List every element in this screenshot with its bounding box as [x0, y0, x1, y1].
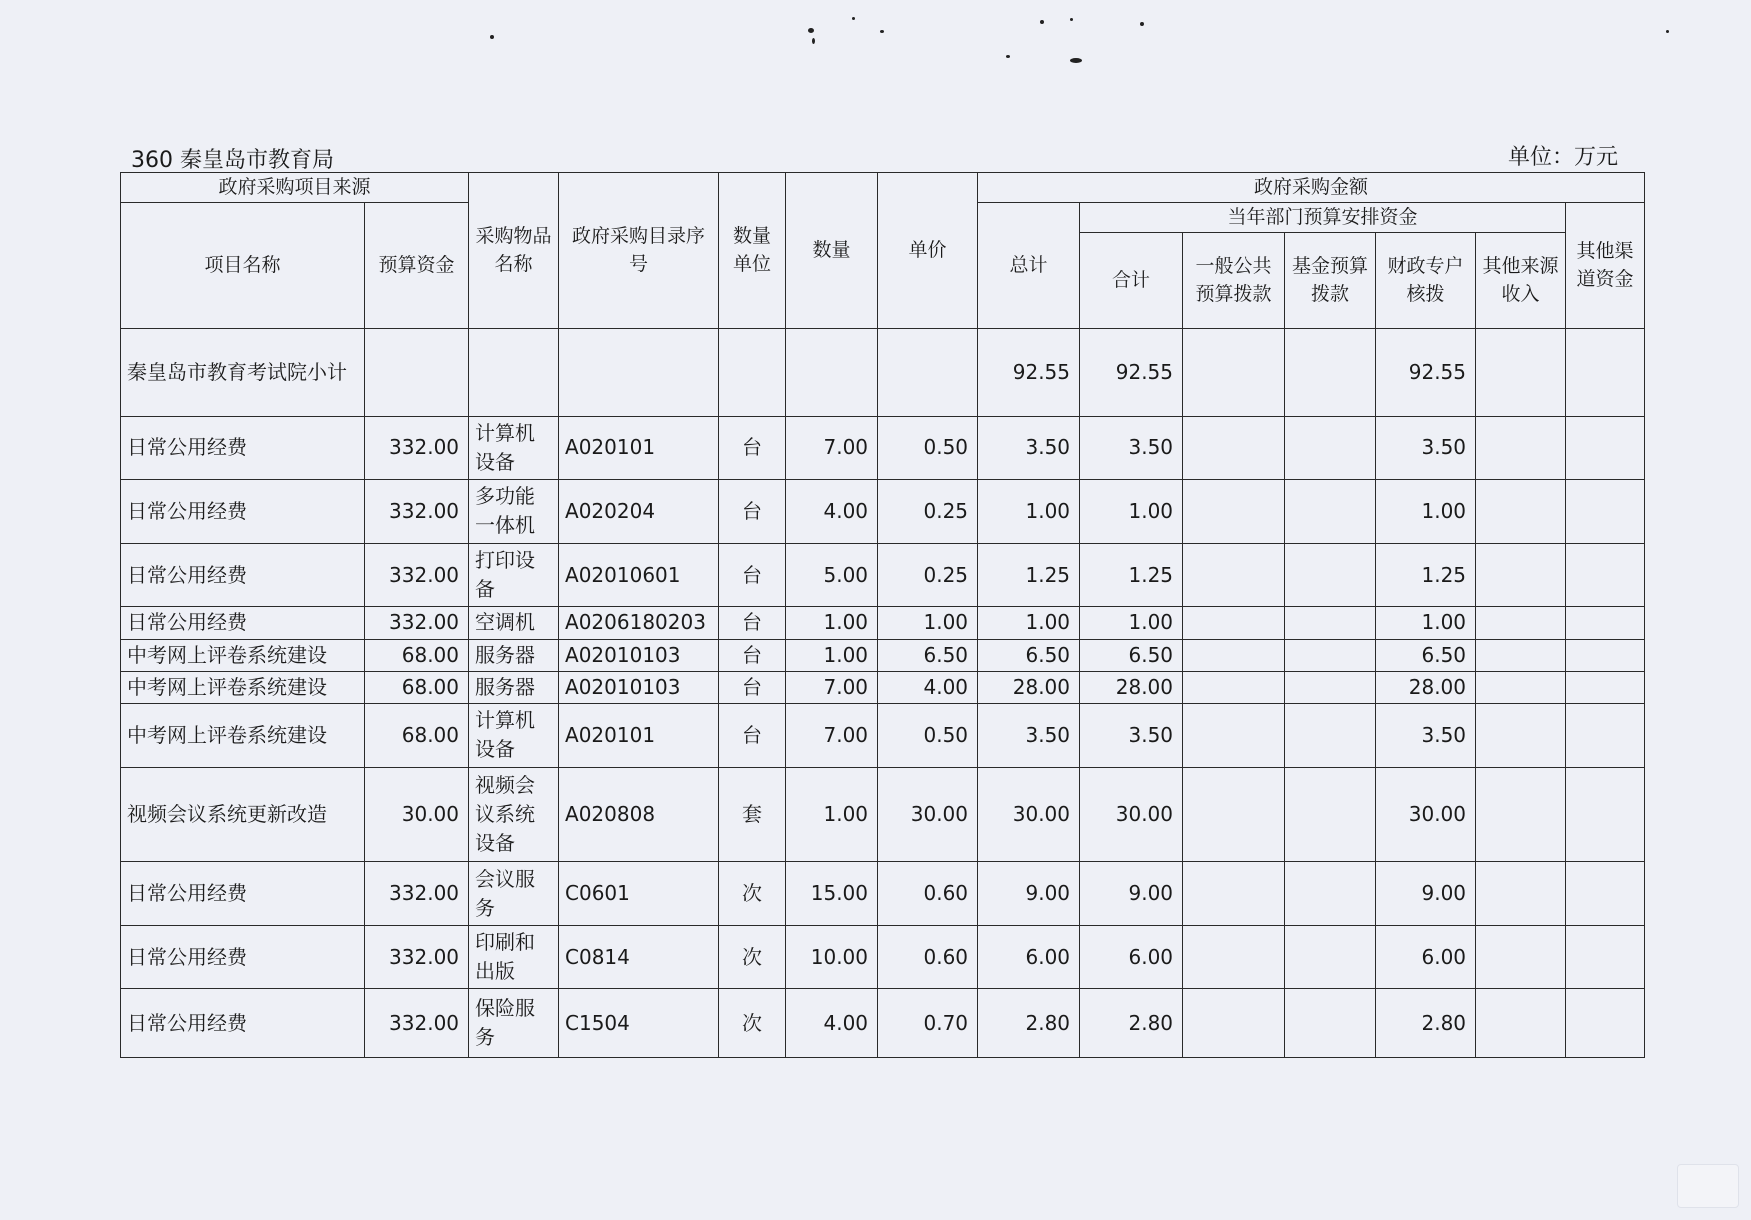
- cell-unit-price: 0.70: [878, 989, 978, 1058]
- subtotal-total: 92.55: [978, 329, 1080, 417]
- table-cell: [1285, 989, 1376, 1058]
- header-quantity: 数量: [786, 173, 878, 329]
- table-row: [121, 639, 1645, 671]
- cell-quantity: 1.00: [786, 767, 878, 862]
- cell-item-name: 会议服务: [469, 862, 559, 926]
- cell-budget-fund: 30.00: [365, 767, 469, 862]
- cell-project-name: 日常公用经费: [121, 543, 365, 607]
- table-cell: [1183, 862, 1285, 926]
- cell-fiscal-special: 1.00: [1376, 607, 1476, 639]
- scan-speck: [812, 38, 815, 44]
- cell-quantity: 15.00: [786, 862, 878, 926]
- cell-project-name: 日常公用经费: [121, 416, 365, 480]
- table-row: [121, 925, 1645, 989]
- cell-total: 1.00: [978, 607, 1080, 639]
- cell-qty-unit: 套: [719, 767, 786, 862]
- table-row: [121, 671, 1645, 703]
- cell-fiscal-special: 3.50: [1376, 416, 1476, 480]
- cell-budget-fund: 68.00: [365, 704, 469, 768]
- table-cell: [1476, 862, 1566, 926]
- table-cell: [1285, 767, 1376, 862]
- cell-qty-unit: 台: [719, 416, 786, 480]
- header-qty-unit: 数量单位: [719, 173, 786, 329]
- cell-subtotal: 3.50: [1080, 416, 1183, 480]
- header-fiscal-special: 财政专户核拨: [1376, 233, 1476, 329]
- cell-budget-fund: 332.00: [365, 480, 469, 544]
- cell-item-name: 计算机设备: [469, 416, 559, 480]
- cell-catalog-code: A020204: [559, 480, 719, 544]
- header-other-income: 其他来源收入: [1476, 233, 1566, 329]
- cell-catalog-code: A02010601: [559, 543, 719, 607]
- header-subtotal: 合计: [1080, 233, 1183, 329]
- cell-subtotal: 30.00: [1080, 767, 1183, 862]
- cell-item-name: 印刷和出版: [469, 925, 559, 989]
- header-unit-price: 单价: [878, 173, 978, 329]
- cell-total: 28.00: [978, 671, 1080, 703]
- cell-qty-unit: 次: [719, 862, 786, 926]
- header-amount-group: 政府采购金额: [978, 173, 1645, 203]
- cell-budget-fund: 332.00: [365, 862, 469, 926]
- cell-total: 1.00: [978, 480, 1080, 544]
- table-cell: [1183, 671, 1285, 703]
- table-cell: [1183, 639, 1285, 671]
- cell-quantity: 4.00: [786, 480, 878, 544]
- header-item-name: 采购物品名称: [469, 173, 559, 329]
- cell-qty-unit: 次: [719, 989, 786, 1058]
- table-cell: [1476, 416, 1566, 480]
- table-cell: [1566, 862, 1645, 926]
- cell-subtotal: 28.00: [1080, 671, 1183, 703]
- table-cell: [1183, 480, 1285, 544]
- unit-label: 单位：万元: [1508, 145, 1619, 170]
- cell-catalog-code: A02010103: [559, 671, 719, 703]
- table-cell: [786, 329, 878, 417]
- cell-qty-unit: 台: [719, 671, 786, 703]
- cell-budget-fund: 68.00: [365, 639, 469, 671]
- table-cell: [1566, 767, 1645, 862]
- scan-speck: [1140, 22, 1144, 26]
- table-cell: [1476, 925, 1566, 989]
- header-fund-budget: 基金预算拨款: [1285, 233, 1376, 329]
- table-row: [121, 767, 1645, 862]
- header-total: 总计: [978, 203, 1080, 329]
- scan-speck: [852, 17, 855, 20]
- cell-budget-fund: 332.00: [365, 543, 469, 607]
- table-cell: [1566, 989, 1645, 1058]
- header-budget-fund: 预算资金: [365, 203, 469, 329]
- cell-fiscal-special: 30.00: [1376, 767, 1476, 862]
- table-cell: [1285, 704, 1376, 768]
- cell-unit-price: 30.00: [878, 767, 978, 862]
- cell-quantity: 7.00: [786, 671, 878, 703]
- cell-item-name: 保险服务: [469, 989, 559, 1058]
- table-cell: [1183, 543, 1285, 607]
- cell-subtotal: 9.00: [1080, 862, 1183, 926]
- cell-budget-fund: 332.00: [365, 989, 469, 1058]
- cell-quantity: 7.00: [786, 416, 878, 480]
- cell-quantity: 5.00: [786, 543, 878, 607]
- table-cell: [1566, 543, 1645, 607]
- scan-speck: [1006, 55, 1010, 58]
- procurement-table: [120, 172, 1645, 1058]
- cell-fiscal-special: 9.00: [1376, 862, 1476, 926]
- cell-qty-unit: 台: [719, 704, 786, 768]
- table-cell: [1285, 671, 1376, 703]
- table-row: [121, 543, 1645, 607]
- table-cell: [1183, 989, 1285, 1058]
- table-cell: [878, 329, 978, 417]
- scan-speck: [1070, 18, 1073, 21]
- cell-unit-price: 0.50: [878, 704, 978, 768]
- cell-project-name: 日常公用经费: [121, 607, 365, 639]
- table-cell: [1285, 543, 1376, 607]
- cell-budget-fund: 332.00: [365, 416, 469, 480]
- cell-quantity: 10.00: [786, 925, 878, 989]
- table-cell: [1566, 607, 1645, 639]
- cell-qty-unit: 台: [719, 480, 786, 544]
- cell-catalog-code: C1504: [559, 989, 719, 1058]
- table-cell: [1285, 480, 1376, 544]
- cell-catalog-code: C0601: [559, 862, 719, 926]
- cell-catalog-code: C0814: [559, 925, 719, 989]
- cell-budget-fund: 332.00: [365, 607, 469, 639]
- table-cell: [1476, 989, 1566, 1058]
- table-cell: [1566, 704, 1645, 768]
- table-row: [121, 862, 1645, 926]
- table-cell: [1183, 704, 1285, 768]
- scan-speck: [1040, 20, 1044, 24]
- cell-qty-unit: 台: [719, 607, 786, 639]
- table-cell: [1476, 480, 1566, 544]
- cell-item-name: 多功能一体机: [469, 480, 559, 544]
- cell-qty-unit: 台: [719, 639, 786, 671]
- cell-total: 30.00: [978, 767, 1080, 862]
- cell-subtotal: 1.00: [1080, 607, 1183, 639]
- cell-fiscal-special: 1.25: [1376, 543, 1476, 607]
- cell-fiscal-special: 28.00: [1376, 671, 1476, 703]
- cell-budget-fund: 68.00: [365, 671, 469, 703]
- cell-catalog-code: A0206180203: [559, 607, 719, 639]
- table-cell: [1476, 607, 1566, 639]
- table-cell: [1566, 329, 1645, 417]
- cell-budget-fund: 332.00: [365, 925, 469, 989]
- table-cell: [1476, 639, 1566, 671]
- table-cell: [1566, 639, 1645, 671]
- cell-project-name: 视频会议系统更新改造: [121, 767, 365, 862]
- table-cell: [559, 329, 719, 417]
- cell-quantity: 4.00: [786, 989, 878, 1058]
- table-cell: [1183, 416, 1285, 480]
- cell-total: 3.50: [978, 704, 1080, 768]
- subtotal-fiscal-special: 92.55: [1376, 329, 1476, 417]
- cell-item-name: 计算机设备: [469, 704, 559, 768]
- table-cell: [1476, 767, 1566, 862]
- scan-speck: [490, 35, 494, 39]
- cell-unit-price: 0.50: [878, 416, 978, 480]
- department-title: 360 秦皇岛市教育局: [131, 148, 334, 173]
- table-row: [121, 704, 1645, 768]
- table-row: [121, 607, 1645, 639]
- cell-total: 6.00: [978, 925, 1080, 989]
- table-row: [121, 989, 1645, 1058]
- table-cell: [365, 329, 469, 417]
- cell-project-name: 日常公用经费: [121, 480, 365, 544]
- table-cell: [1285, 639, 1376, 671]
- table-cell: [1566, 416, 1645, 480]
- cell-subtotal: 2.80: [1080, 989, 1183, 1058]
- subtotal-project-name: 秦皇岛市教育考试院小计: [121, 329, 365, 417]
- cell-quantity: 7.00: [786, 704, 878, 768]
- cell-project-name: 日常公用经费: [121, 989, 365, 1058]
- cell-project-name: 日常公用经费: [121, 925, 365, 989]
- cell-quantity: 1.00: [786, 607, 878, 639]
- subtotal-subtotal: 92.55: [1080, 329, 1183, 417]
- cell-fiscal-special: 1.00: [1376, 480, 1476, 544]
- table-cell: [1476, 704, 1566, 768]
- table-cell: [1285, 862, 1376, 926]
- cell-item-name: 服务器: [469, 639, 559, 671]
- cell-unit-price: 6.50: [878, 639, 978, 671]
- header-other-channel: 其他渠道资金: [1566, 203, 1645, 329]
- cell-item-name: 服务器: [469, 671, 559, 703]
- table-cell: [1285, 416, 1376, 480]
- scan-speck: [1666, 30, 1669, 33]
- header-project-name: 项目名称: [121, 203, 365, 329]
- table-cell: [1476, 543, 1566, 607]
- cell-item-name: 视频会议系统设备: [469, 767, 559, 862]
- cell-unit-price: 1.00: [878, 607, 978, 639]
- cell-unit-price: 0.60: [878, 862, 978, 926]
- cell-subtotal: 6.50: [1080, 639, 1183, 671]
- cell-project-name: 中考网上评卷系统建设: [121, 639, 365, 671]
- scan-speck: [808, 28, 814, 33]
- table-cell: [1285, 329, 1376, 417]
- cell-fiscal-special: 2.80: [1376, 989, 1476, 1058]
- scan-speck: [1070, 58, 1082, 63]
- cell-total: 2.80: [978, 989, 1080, 1058]
- cell-total: 1.25: [978, 543, 1080, 607]
- cell-qty-unit: 次: [719, 925, 786, 989]
- corner-watermark-box: [1677, 1164, 1739, 1208]
- cell-catalog-code: A02010103: [559, 639, 719, 671]
- table-cell: [469, 329, 559, 417]
- cell-item-name: 空调机: [469, 607, 559, 639]
- header-source-group: 政府采购项目来源: [121, 173, 469, 203]
- table-row: [121, 480, 1645, 544]
- subtotal-row: [121, 329, 1645, 417]
- table-cell: [1476, 329, 1566, 417]
- table-cell: [1285, 925, 1376, 989]
- table-cell: [1476, 671, 1566, 703]
- table-cell: [1285, 607, 1376, 639]
- cell-catalog-code: A020808: [559, 767, 719, 862]
- cell-fiscal-special: 6.00: [1376, 925, 1476, 989]
- header-catalog-code: 政府采购目录序号: [559, 173, 719, 329]
- cell-total: 3.50: [978, 416, 1080, 480]
- cell-unit-price: 0.60: [878, 925, 978, 989]
- cell-catalog-code: A020101: [559, 416, 719, 480]
- table-cell: [1183, 767, 1285, 862]
- table-cell: [719, 329, 786, 417]
- table-row: [121, 416, 1645, 480]
- cell-unit-price: 4.00: [878, 671, 978, 703]
- cell-total: 9.00: [978, 862, 1080, 926]
- table-cell: [1566, 480, 1645, 544]
- table-cell: [1183, 329, 1285, 417]
- cell-subtotal: 6.00: [1080, 925, 1183, 989]
- header-general-public: 一般公共预算拨款: [1183, 233, 1285, 329]
- cell-project-name: 中考网上评卷系统建设: [121, 704, 365, 768]
- cell-qty-unit: 台: [719, 543, 786, 607]
- cell-catalog-code: A020101: [559, 704, 719, 768]
- cell-total: 6.50: [978, 639, 1080, 671]
- cell-quantity: 1.00: [786, 639, 878, 671]
- table-cell: [1566, 671, 1645, 703]
- cell-unit-price: 0.25: [878, 480, 978, 544]
- header-current-year-group: 当年部门预算安排资金: [1080, 203, 1566, 233]
- table-cell: [1183, 925, 1285, 989]
- cell-project-name: 中考网上评卷系统建设: [121, 671, 365, 703]
- cell-fiscal-special: 3.50: [1376, 704, 1476, 768]
- table-cell: [1566, 925, 1645, 989]
- cell-subtotal: 3.50: [1080, 704, 1183, 768]
- cell-subtotal: 1.25: [1080, 543, 1183, 607]
- cell-project-name: 日常公用经费: [121, 862, 365, 926]
- cell-unit-price: 0.25: [878, 543, 978, 607]
- cell-item-name: 打印设备: [469, 543, 559, 607]
- scan-speck: [880, 30, 884, 33]
- table-cell: [1183, 607, 1285, 639]
- cell-subtotal: 1.00: [1080, 480, 1183, 544]
- cell-fiscal-special: 6.50: [1376, 639, 1476, 671]
